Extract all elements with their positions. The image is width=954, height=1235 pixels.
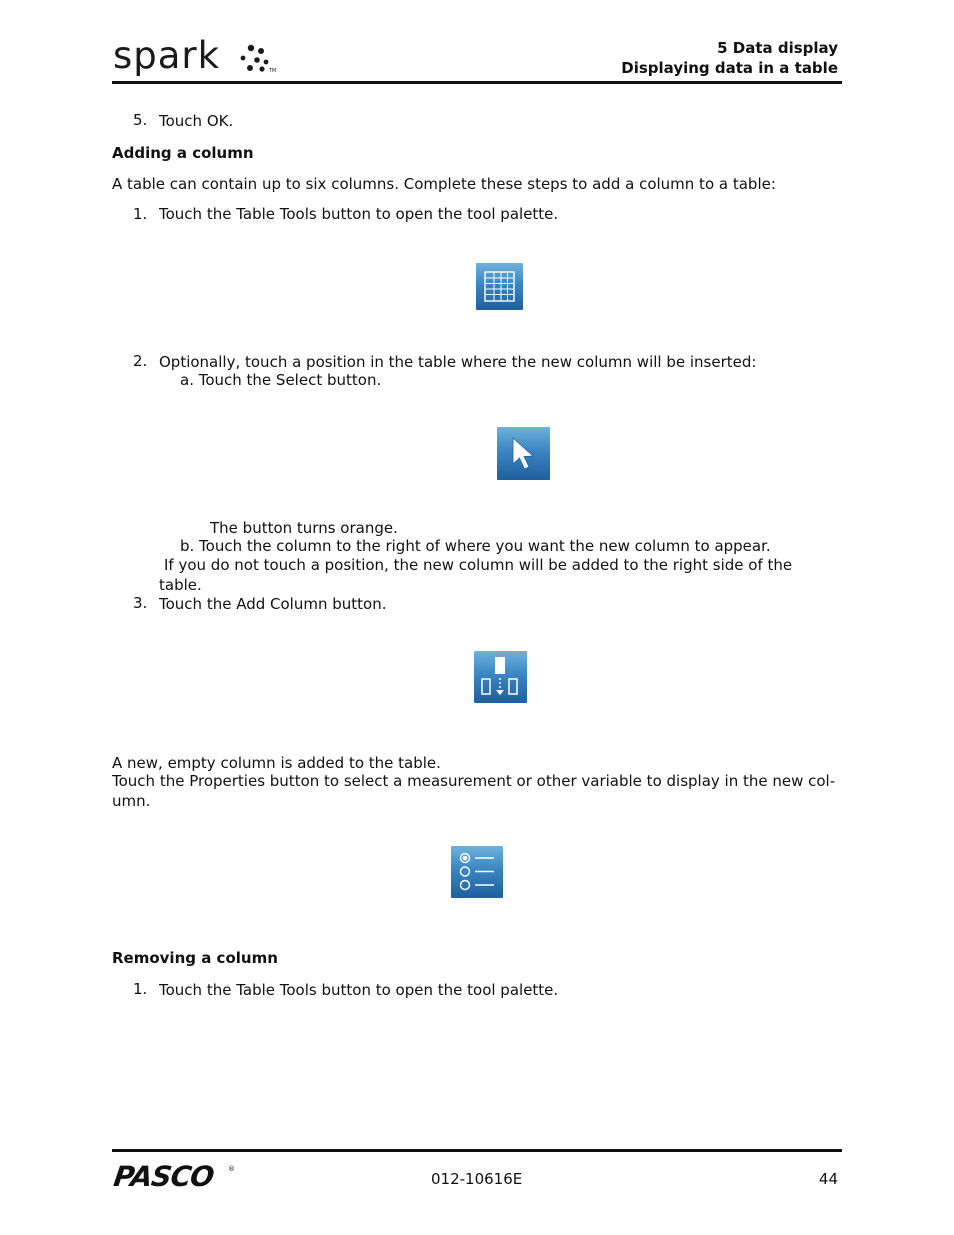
pasco-logo-text: PASCO	[111, 1160, 216, 1193]
doc-number: 012-10616E	[431, 1170, 523, 1188]
substep-text: b. Touch the column to the right of where you want the new column to appear.	[180, 537, 771, 555]
step-number: 3.	[133, 594, 148, 612]
intro-paragraph: A table can contain up to six columns. Complete these steps to add a column to a table:	[112, 175, 776, 193]
step-text: Optionally, touch a position in the table where the new column will be inserted:	[159, 353, 757, 371]
header-rule	[112, 81, 842, 84]
properties-text: Touch the Properties button to select a measurement or other variable to display in the new col-	[112, 772, 836, 790]
select-button[interactable]	[497, 427, 550, 480]
cursor-arrow-icon	[497, 427, 550, 480]
svg-text:TM: TM	[269, 68, 277, 74]
properties-button[interactable]	[451, 846, 503, 898]
registered-mark: ®	[228, 1165, 235, 1173]
spark-dots-icon	[238, 42, 278, 74]
note-text: The button turns orange.	[210, 519, 398, 537]
table-tools-button[interactable]	[476, 263, 523, 310]
add-column-icon	[474, 651, 527, 703]
step-text: Touch the Table Tools button to open the tool palette.	[159, 981, 559, 999]
spark-logo	[113, 34, 220, 77]
properties-text: umn.	[112, 792, 151, 810]
note-text: table.	[159, 576, 202, 594]
add-column-button[interactable]	[474, 651, 527, 703]
substep-text: a. Touch the Select button.	[180, 371, 382, 389]
table-grid-icon	[476, 263, 523, 310]
note-text: If you do not touch a position, the new column will be added to the right side of the	[164, 556, 793, 574]
step-number: 1.	[133, 980, 148, 998]
step-text: Touch OK.	[159, 112, 234, 130]
step-number: 5.	[133, 111, 148, 129]
pasco-logo	[112, 1160, 216, 1193]
properties-list-icon	[451, 846, 503, 898]
step-text: Touch the Table Tools button to open the tool palette.	[159, 205, 559, 223]
section-heading-adding: Adding a column	[112, 144, 254, 162]
header-chapter: 5 Data display	[717, 39, 838, 57]
section-heading-removing: Removing a column	[112, 949, 278, 967]
result-text: A new, empty column is added to the table.	[112, 754, 441, 772]
spark-logo-text: spark	[113, 34, 221, 77]
step-text: Touch the Add Column button.	[159, 595, 387, 613]
page-number: 44	[818, 1170, 838, 1188]
step-number: 1.	[133, 205, 148, 223]
header-section: Displaying data in a table	[621, 59, 838, 77]
step-number: 2.	[133, 352, 148, 370]
footer-rule	[112, 1149, 842, 1152]
